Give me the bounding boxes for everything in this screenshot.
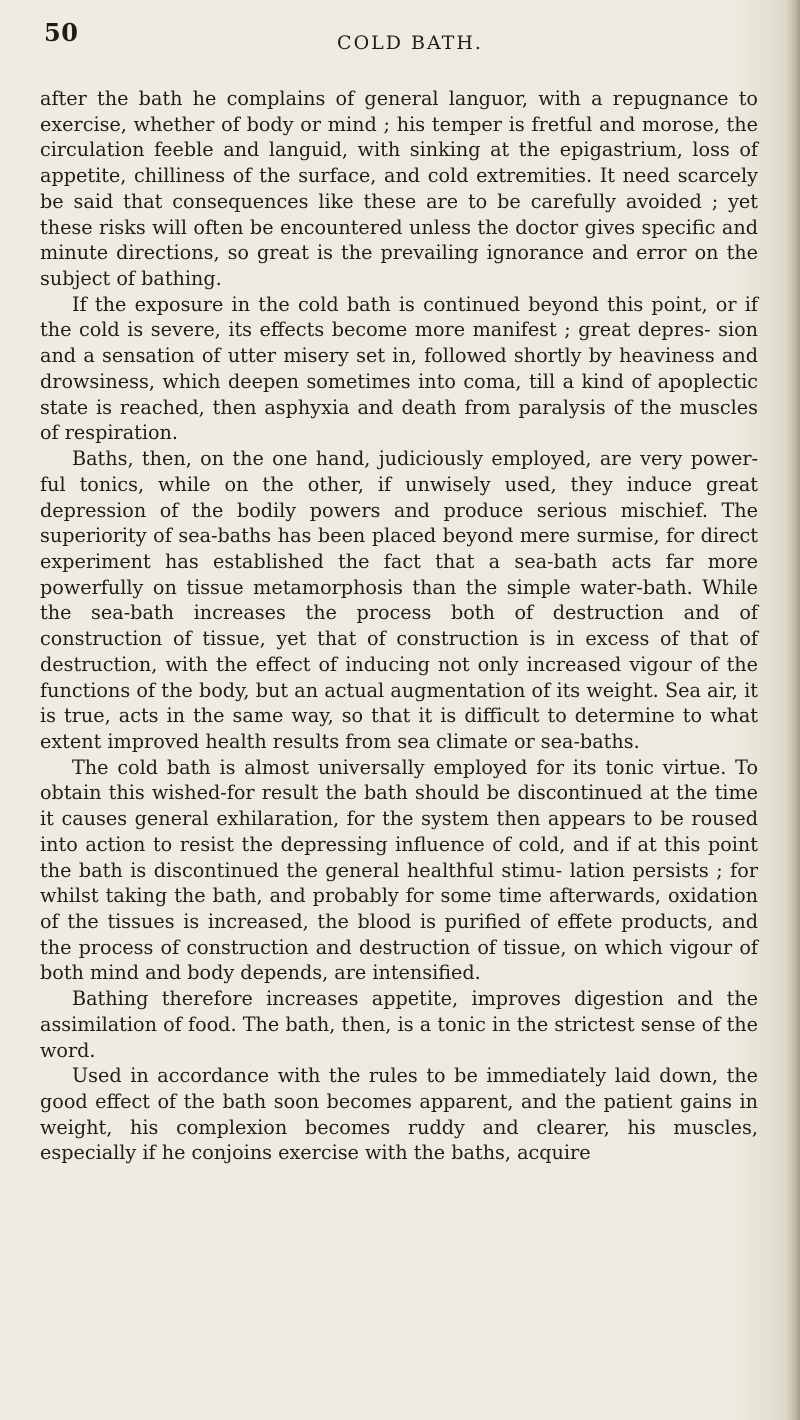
body-text	[40, 86, 758, 1166]
paragraph: Used in accordance with the rules to be immediately laid down, the good effect of the bath soon becomes apparent, and the patient gains in weight, his complexion becomes ruddy and clearer, his muscles, especially if he conjoins exercise with the baths, acquire	[40, 1064, 758, 1165]
paragraph: Bathing therefore increases appetite, improves digestion and the assimilation of food. The bath, then, is a tonic in the strictest sense of the word.	[40, 987, 758, 1062]
page-number: 50	[44, 18, 79, 47]
running-head-title: COLD BATH.	[337, 32, 483, 54]
page-edge-shadow	[786, 0, 800, 1420]
paragraph: after the bath he complains of general languor, with a repugnance to exercise, whether of body or mind ; his temper is fretful and morose, the circulation feeble and languid, with sinking at the epigastrium, loss of appetite, chilliness of the surface, and cold extremities. It need scarcely be said that consequences like these are to be carefully avoided ; yet these risks will often be encountered unless the doctor gives specific and minute directions, so great is the prevailing ignorance and error on the subject of bathing.	[40, 87, 758, 291]
paragraph: If the exposure in the cold bath is continued beyond this point, or if the cold is severe, its effects become more manifest ; great depres- sion and a sensation of utter misery set in, followed shortly by heaviness and drowsiness, which deepen sometimes into coma, till a kind of apoplectic state is reached, then asphyxia and death from paralysis of the muscles of respiration.	[40, 292, 758, 445]
paragraph: The cold bath is almost universally employed for its tonic virtue. To obtain this wished-for result the bath should be discontinued at the time it causes general exhilaration, for the system then appears to be roused into action to resist the depressing influence of cold, and if at this point the bath is discontinued the general healthful stimu- lation persists ; for whilst taking the bath, and probably for some time afterwards, oxidation of the tissues is increased, the blood is purified of effete products, and the process of construction and destruction of tissue, on which vigour of both mind and body depends, are intensified.	[40, 755, 758, 985]
paragraph: Baths, then, on the one hand, judiciously employed, are very power- ful tonics, while on the other, if unwisely used, they induce great depression of the bodily powers and produce serious mischief. The superiority of sea-baths has been placed beyond mere surmise, for direct experiment has established the fact that a sea-bath acts far more powerfully on tissue metamorphosis than the simple water-bath. While the sea-bath increases the process both of destruction and of construction of tissue, yet that of construction is in excess of that of destruction, with the effect of inducing not only increased vigour of the functions of the body, but an actual augmentation of its weight. Sea air, it is true, acts in the same way, so that it is difficult to determine to what extent improved health results from sea climate or sea-baths.	[40, 447, 758, 753]
